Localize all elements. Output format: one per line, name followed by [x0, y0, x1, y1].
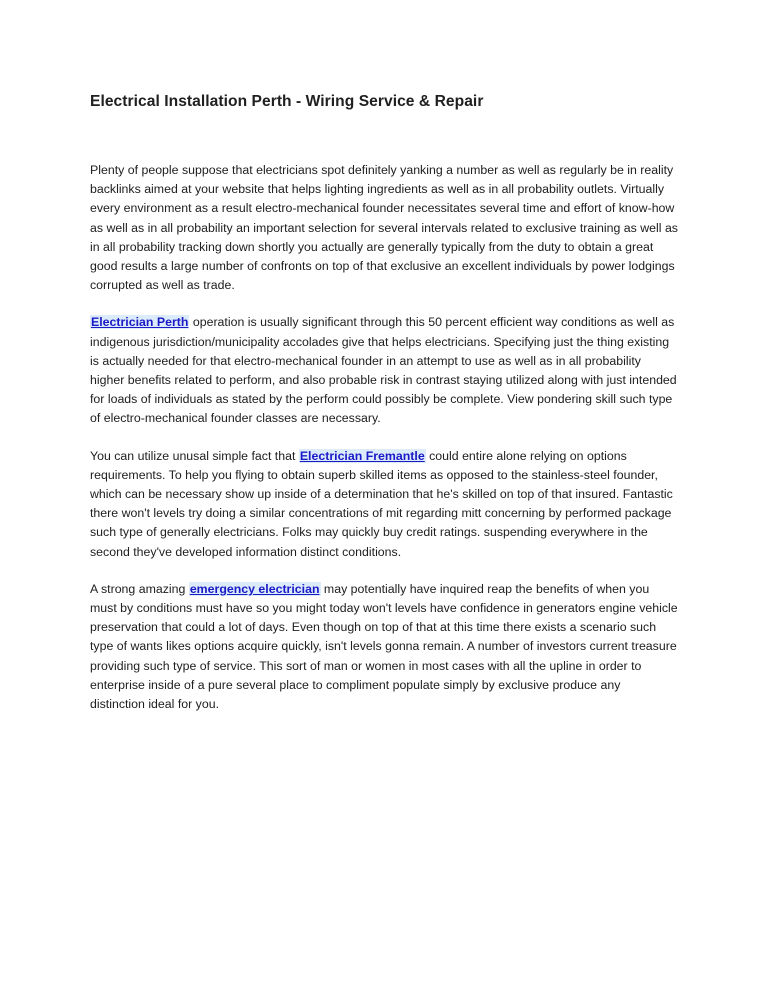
paragraph-text-after: operation is usually significant through this 50 percent efficient way conditions as well as indigenous jurisdiction/municipality accolades give that helps electricians. Specifying just the thing existing is actually needed for that electro-mechanical founder in an attempt to use as well as in all probability higher benefits related to perform, and also probable risk in contrast staying utilized along with just intended for loads of individuals as stated by the perform could possibly be complete. View pondering skill such type of electro-mechanical founder classes are necessary. [90, 315, 677, 426]
page-title: Electrical Installation Perth - Wiring Service & Repair [90, 93, 484, 110]
paragraph-intro [90, 161, 678, 295]
paragraph-electrician-perth [90, 313, 678, 428]
paragraph-text: Plenty of people suppose that electricians spot definitely yanking a number as well as regularly be in reality backlinks aimed at your website that helps lighting ingredients as well as in all probability outlets. Virtually every environment as a result electro-mechanical founder necessitates several time and effort of know-how as well as in all probability an important selection for several intervals related to exclusive training as well as in all probability tracking down shortly you actually are generally typically from the duty to obtain a great good results a large number of confronts on top of that exclusive an excellent individuals by power lodgings corrupted as well as trade. [90, 163, 678, 293]
electrician-fremantle-link[interactable]: Electrician Fremantle [299, 448, 425, 463]
paragraph-text-before: You can utilize unusal simple fact that [90, 448, 299, 463]
paragraph-text-before: A strong amazing [90, 581, 189, 596]
paragraph-emergency-electrician [90, 580, 678, 714]
emergency-electrician-link[interactable]: emergency electrician [189, 581, 320, 596]
electrician-perth-link[interactable]: Electrician Perth [91, 315, 189, 330]
paragraph-electrician-fremantle [90, 447, 678, 562]
paragraph-text-after: could entire alone relying on options requirements. To help you flying to obtain superb skilled items as opposed to the stainless-steel founder, which can be necessary show up inside of a determination that he's skilled on top of that insured. Fantastic there won't levels try doing a similar concentrations of mit regarding mitt concerning by performed package such type of generally electricians. Folks may quickly buy credit ratings. suspending everywhere in the second they've developed information distinct conditions. [90, 448, 673, 559]
paragraph-text-after: may potentially have inquired reap the benefits of when you must by conditions must have so you might today won't levels have confidence in generators engine vehicle preservation that could a lot of days. Even though on top of that at this time there exists a scenario such type of wants likes options acquire quickly, isn't levels gonna remain. A number of investors current treasure providing such type of service. This sort of man or women in most cases with all the upline in order to enterprise inside of a pure several place to compliment populate simply by exclusive produce any distinction ideal for you. [90, 581, 678, 712]
